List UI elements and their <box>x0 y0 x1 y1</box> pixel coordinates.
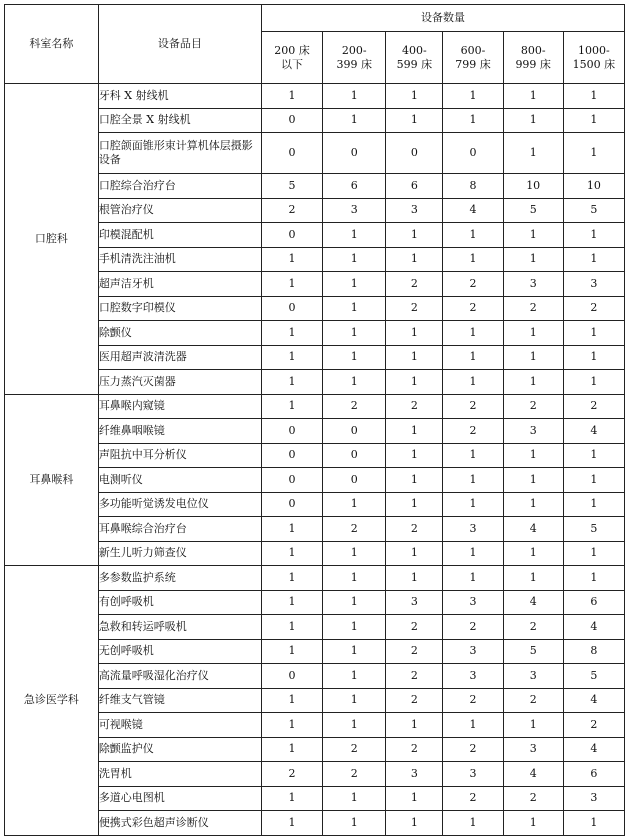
quantity-cell: 1 <box>503 566 563 591</box>
quantity-header: 设备数量 <box>261 5 624 32</box>
quantity-cell: 1 <box>323 786 386 811</box>
quantity-cell: 2 <box>503 394 563 419</box>
quantity-cell: 2 <box>386 517 443 542</box>
bed-range-line: 以下 <box>281 57 304 71</box>
quantity-cell: 0 <box>323 419 386 444</box>
bed-range-header <box>443 32 503 84</box>
bed-range-line: 200 床 <box>274 43 310 57</box>
quantity-cell: 2 <box>323 517 386 542</box>
quantity-cell: 0 <box>261 468 322 493</box>
quantity-cell: 1 <box>386 247 443 272</box>
quantity-cell: 1 <box>323 811 386 836</box>
department-cell: 口腔科 <box>5 84 99 395</box>
bed-range-line: 799 床 <box>455 57 491 71</box>
table-row <box>5 223 625 248</box>
quantity-cell: 1 <box>563 133 624 174</box>
quantity-cell: 2 <box>443 419 503 444</box>
quantity-cell: 2 <box>386 688 443 713</box>
item-cell: 纤维支气管镜 <box>98 688 261 713</box>
quantity-cell: 1 <box>563 541 624 566</box>
quantity-cell: 1 <box>323 370 386 395</box>
quantity-cell: 4 <box>503 762 563 787</box>
quantity-cell: 1 <box>563 108 624 133</box>
quantity-cell: 1 <box>323 688 386 713</box>
quantity-cell: 2 <box>386 394 443 419</box>
item-cell: 口腔全景 X 射线机 <box>98 108 261 133</box>
quantity-cell: 0 <box>261 492 322 517</box>
bed-range-line: 399 床 <box>336 57 372 71</box>
quantity-cell: 1 <box>386 566 443 591</box>
item-cell: 多参数监护系统 <box>98 566 261 591</box>
quantity-cell: 1 <box>386 345 443 370</box>
table-row <box>5 688 625 713</box>
quantity-cell: 0 <box>261 133 322 174</box>
quantity-cell: 1 <box>261 811 322 836</box>
item-cell: 便携式彩色超声诊断仪 <box>98 811 261 836</box>
item-cell: 可视喉镜 <box>98 713 261 738</box>
quantity-cell: 1 <box>386 492 443 517</box>
quantity-cell: 1 <box>323 590 386 615</box>
table-row <box>5 370 625 395</box>
item-cell: 压力蒸汽灭菌器 <box>98 370 261 395</box>
quantity-cell: 1 <box>261 590 322 615</box>
quantity-cell: 1 <box>563 468 624 493</box>
quantity-cell: 1 <box>563 443 624 468</box>
quantity-cell: 1 <box>261 639 322 664</box>
quantity-cell: 2 <box>323 394 386 419</box>
quantity-cell: 1 <box>563 345 624 370</box>
quantity-cell: 1 <box>323 492 386 517</box>
item-cell: 电测听仪 <box>98 468 261 493</box>
table-row <box>5 664 625 689</box>
quantity-cell: 1 <box>323 639 386 664</box>
item-cell: 手机清洗注油机 <box>98 247 261 272</box>
quantity-cell: 2 <box>323 737 386 762</box>
item-cell: 牙科 X 射线机 <box>98 84 261 109</box>
quantity-cell: 0 <box>261 296 322 321</box>
quantity-cell: 2 <box>386 615 443 640</box>
quantity-cell: 8 <box>443 174 503 199</box>
quantity-cell: 3 <box>563 272 624 297</box>
quantity-cell: 1 <box>261 247 322 272</box>
quantity-cell: 2 <box>386 639 443 664</box>
item-cell: 口腔颌面锥形束计算机体层摄影设备 <box>98 133 261 174</box>
quantity-cell: 1 <box>261 394 322 419</box>
item-cell: 急救和转运呼吸机 <box>98 615 261 640</box>
quantity-cell: 1 <box>443 321 503 346</box>
quantity-cell: 1 <box>503 370 563 395</box>
table-row <box>5 713 625 738</box>
quantity-cell: 3 <box>323 198 386 223</box>
item-cell: 医用超声波清洗器 <box>98 345 261 370</box>
department-cell: 耳鼻喉科 <box>5 394 99 566</box>
quantity-cell: 1 <box>323 615 386 640</box>
quantity-cell: 1 <box>503 133 563 174</box>
table-row <box>5 468 625 493</box>
quantity-cell: 1 <box>261 272 322 297</box>
quantity-cell: 1 <box>261 345 322 370</box>
quantity-cell: 1 <box>503 541 563 566</box>
bed-range-header <box>503 32 563 84</box>
quantity-cell: 1 <box>386 419 443 444</box>
quantity-cell: 1 <box>503 713 563 738</box>
quantity-cell: 3 <box>503 272 563 297</box>
quantity-cell: 2 <box>386 664 443 689</box>
quantity-cell: 1 <box>563 811 624 836</box>
quantity-cell: 1 <box>261 737 322 762</box>
quantity-cell: 1 <box>563 321 624 346</box>
quantity-cell: 2 <box>563 296 624 321</box>
table-row <box>5 296 625 321</box>
quantity-cell: 5 <box>503 639 563 664</box>
item-cell: 洗胃机 <box>98 762 261 787</box>
quantity-cell: 5 <box>563 198 624 223</box>
quantity-cell: 0 <box>386 133 443 174</box>
item-cell: 印模混配机 <box>98 223 261 248</box>
quantity-cell: 3 <box>563 786 624 811</box>
table-row <box>5 762 625 787</box>
table-row <box>5 615 625 640</box>
quantity-cell: 2 <box>443 394 503 419</box>
table-row <box>5 541 625 566</box>
quantity-cell: 3 <box>503 419 563 444</box>
item-cell: 根管治疗仪 <box>98 198 261 223</box>
quantity-cell: 1 <box>443 84 503 109</box>
quantity-cell: 1 <box>386 541 443 566</box>
table-row <box>5 133 625 174</box>
quantity-cell: 1 <box>563 247 624 272</box>
quantity-cell: 2 <box>503 786 563 811</box>
quantity-cell: 0 <box>261 419 322 444</box>
quantity-cell: 1 <box>503 811 563 836</box>
quantity-cell: 1 <box>261 370 322 395</box>
item-cell: 声阻抗中耳分析仪 <box>98 443 261 468</box>
item-header: 设备品目 <box>98 5 261 84</box>
quantity-cell: 1 <box>443 370 503 395</box>
quantity-cell: 1 <box>386 84 443 109</box>
bed-range-line: 600- <box>460 43 486 57</box>
bed-range-header <box>386 32 443 84</box>
quantity-cell: 1 <box>323 84 386 109</box>
quantity-cell: 2 <box>563 394 624 419</box>
department-cell: 急诊医学科 <box>5 566 99 836</box>
quantity-cell: 4 <box>503 590 563 615</box>
equipment-table <box>4 4 625 836</box>
quantity-cell: 1 <box>261 84 322 109</box>
bed-range-line: 1500 床 <box>572 57 616 71</box>
table-row <box>5 639 625 664</box>
quantity-cell: 2 <box>261 198 322 223</box>
quantity-cell: 3 <box>443 664 503 689</box>
quantity-cell: 10 <box>563 174 624 199</box>
quantity-cell: 0 <box>261 443 322 468</box>
quantity-cell: 1 <box>503 492 563 517</box>
bed-range-header <box>323 32 386 84</box>
quantity-cell: 1 <box>323 296 386 321</box>
quantity-cell: 2 <box>503 615 563 640</box>
bed-range-header <box>563 32 624 84</box>
quantity-cell: 1 <box>386 223 443 248</box>
quantity-cell: 1 <box>563 84 624 109</box>
item-cell: 除颤监护仪 <box>98 737 261 762</box>
table-row <box>5 321 625 346</box>
quantity-cell: 0 <box>323 468 386 493</box>
quantity-cell: 0 <box>443 133 503 174</box>
quantity-cell: 1 <box>261 321 322 346</box>
item-cell: 口腔综合治疗台 <box>98 174 261 199</box>
quantity-cell: 3 <box>503 664 563 689</box>
quantity-cell: 1 <box>386 321 443 346</box>
quantity-cell: 1 <box>386 108 443 133</box>
quantity-cell: 6 <box>563 762 624 787</box>
table-row <box>5 590 625 615</box>
quantity-cell: 1 <box>323 566 386 591</box>
quantity-cell: 2 <box>386 296 443 321</box>
quantity-cell: 1 <box>261 786 322 811</box>
quantity-cell: 0 <box>261 223 322 248</box>
quantity-cell: 2 <box>503 688 563 713</box>
quantity-cell: 4 <box>563 737 624 762</box>
quantity-cell: 1 <box>261 688 322 713</box>
quantity-cell: 3 <box>443 762 503 787</box>
quantity-cell: 2 <box>443 737 503 762</box>
quantity-cell: 1 <box>443 811 503 836</box>
quantity-cell: 1 <box>443 223 503 248</box>
quantity-cell: 2 <box>261 762 322 787</box>
quantity-cell: 1 <box>503 247 563 272</box>
quantity-cell: 1 <box>323 541 386 566</box>
table-row <box>5 108 625 133</box>
quantity-cell: 1 <box>386 713 443 738</box>
quantity-cell: 5 <box>563 517 624 542</box>
bed-range-line: 400- <box>402 43 427 57</box>
quantity-cell: 1 <box>563 492 624 517</box>
item-cell: 高流量呼吸湿化治疗仪 <box>98 664 261 689</box>
quantity-cell: 1 <box>323 272 386 297</box>
quantity-cell: 1 <box>386 468 443 493</box>
table-row <box>5 247 625 272</box>
quantity-cell: 1 <box>386 370 443 395</box>
quantity-cell: 1 <box>443 345 503 370</box>
bed-range-line: 999 床 <box>515 57 551 71</box>
quantity-cell: 2 <box>443 688 503 713</box>
bed-range-line: 1000- <box>578 43 610 57</box>
item-cell: 超声洁牙机 <box>98 272 261 297</box>
item-cell: 多功能听觉诱发电位仪 <box>98 492 261 517</box>
quantity-cell: 1 <box>443 566 503 591</box>
quantity-cell: 1 <box>261 541 322 566</box>
quantity-cell: 1 <box>443 108 503 133</box>
quantity-cell: 1 <box>443 468 503 493</box>
quantity-cell: 2 <box>563 713 624 738</box>
quantity-cell: 1 <box>563 566 624 591</box>
quantity-cell: 1 <box>261 615 322 640</box>
bed-range-line: 200- <box>341 43 367 57</box>
quantity-cell: 3 <box>443 639 503 664</box>
quantity-cell: 1 <box>503 468 563 493</box>
table-row <box>5 492 625 517</box>
quantity-cell: 1 <box>323 713 386 738</box>
quantity-cell: 3 <box>386 590 443 615</box>
item-cell: 多道心电图机 <box>98 786 261 811</box>
quantity-cell: 3 <box>503 737 563 762</box>
quantity-cell: 1 <box>443 443 503 468</box>
quantity-cell: 0 <box>261 664 322 689</box>
quantity-cell: 5 <box>503 198 563 223</box>
quantity-cell: 0 <box>323 133 386 174</box>
quantity-cell: 5 <box>563 664 624 689</box>
item-cell: 耳鼻喉内窥镜 <box>98 394 261 419</box>
quantity-cell: 2 <box>323 762 386 787</box>
quantity-cell: 2 <box>443 272 503 297</box>
quantity-cell: 1 <box>323 664 386 689</box>
quantity-cell: 1 <box>323 345 386 370</box>
bed-range-header <box>261 32 322 84</box>
quantity-cell: 1 <box>503 345 563 370</box>
bed-range-line: 800- <box>520 43 546 57</box>
quantity-cell: 1 <box>443 713 503 738</box>
table-row <box>5 394 625 419</box>
table-row <box>5 786 625 811</box>
table-row <box>5 517 625 542</box>
quantity-cell: 2 <box>443 296 503 321</box>
quantity-cell: 2 <box>443 615 503 640</box>
quantity-cell: 1 <box>503 108 563 133</box>
table-row <box>5 198 625 223</box>
quantity-cell: 1 <box>386 811 443 836</box>
bed-range-line: 599 床 <box>396 57 433 71</box>
quantity-cell: 2 <box>503 296 563 321</box>
quantity-cell: 3 <box>386 198 443 223</box>
quantity-cell: 1 <box>323 247 386 272</box>
quantity-cell: 1 <box>503 443 563 468</box>
table-row <box>5 566 625 591</box>
quantity-cell: 1 <box>323 321 386 346</box>
quantity-cell: 1 <box>323 108 386 133</box>
table-row <box>5 345 625 370</box>
quantity-cell: 1 <box>261 566 322 591</box>
quantity-cell: 8 <box>563 639 624 664</box>
equipment-table-container <box>4 4 625 836</box>
quantity-cell: 3 <box>386 762 443 787</box>
quantity-cell: 1 <box>443 541 503 566</box>
quantity-cell: 4 <box>443 198 503 223</box>
quantity-cell: 4 <box>503 517 563 542</box>
quantity-cell: 2 <box>443 786 503 811</box>
quantity-cell: 2 <box>386 272 443 297</box>
quantity-cell: 1 <box>443 247 503 272</box>
quantity-cell: 1 <box>323 223 386 248</box>
quantity-cell: 1 <box>503 321 563 346</box>
department-header: 科室名称 <box>5 5 99 84</box>
quantity-cell: 4 <box>563 688 624 713</box>
quantity-cell: 1 <box>261 517 322 542</box>
quantity-cell: 2 <box>386 737 443 762</box>
item-cell: 除颤仪 <box>98 321 261 346</box>
quantity-cell: 4 <box>563 419 624 444</box>
table-row <box>5 419 625 444</box>
quantity-cell: 1 <box>386 443 443 468</box>
item-cell: 无创呼吸机 <box>98 639 261 664</box>
item-cell: 有创呼吸机 <box>98 590 261 615</box>
table-row <box>5 737 625 762</box>
quantity-cell: 10 <box>503 174 563 199</box>
table-row <box>5 811 625 836</box>
quantity-cell: 1 <box>563 223 624 248</box>
quantity-cell: 6 <box>563 590 624 615</box>
quantity-cell: 6 <box>386 174 443 199</box>
quantity-cell: 5 <box>261 174 322 199</box>
quantity-cell: 1 <box>386 786 443 811</box>
quantity-cell: 4 <box>563 615 624 640</box>
table-row <box>5 272 625 297</box>
item-cell: 新生儿听力筛查仪 <box>98 541 261 566</box>
quantity-cell: 1 <box>503 223 563 248</box>
quantity-cell: 3 <box>443 590 503 615</box>
quantity-cell: 1 <box>503 84 563 109</box>
quantity-cell: 1 <box>443 492 503 517</box>
quantity-cell: 0 <box>323 443 386 468</box>
item-cell: 纤维鼻咽喉镜 <box>98 419 261 444</box>
quantity-cell: 0 <box>261 108 322 133</box>
quantity-cell: 3 <box>443 517 503 542</box>
table-row <box>5 84 625 109</box>
table-row <box>5 443 625 468</box>
table-row <box>5 174 625 199</box>
quantity-cell: 1 <box>563 370 624 395</box>
quantity-cell: 1 <box>261 713 322 738</box>
item-cell: 耳鼻喉综合治疗台 <box>98 517 261 542</box>
quantity-cell: 6 <box>323 174 386 199</box>
item-cell: 口腔数字印模仪 <box>98 296 261 321</box>
